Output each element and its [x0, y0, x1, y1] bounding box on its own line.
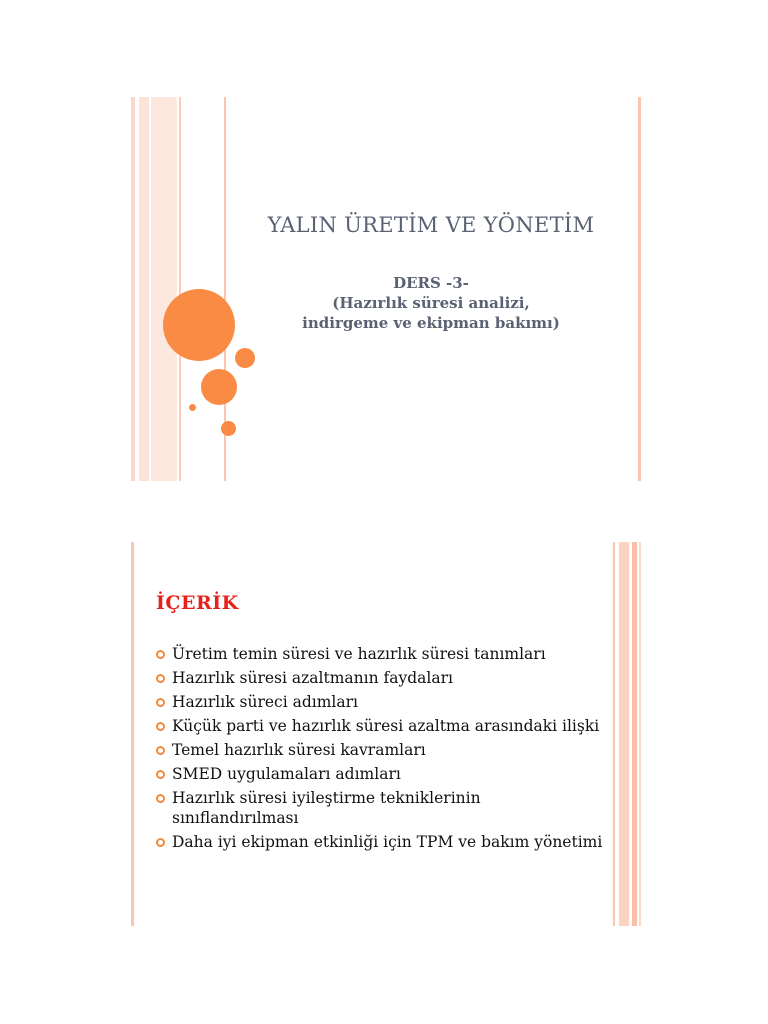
decorative-stripe [131, 97, 135, 481]
subtitle-line: DERS -3- [393, 274, 469, 292]
bullet-icon [156, 746, 165, 755]
bullet-icon [156, 838, 165, 847]
list-item: Daha iyi ekipman etkinliği için TPM ve bakım yönetimi [156, 832, 626, 852]
contents-heading: İÇERİK [156, 592, 239, 614]
list-item: Hazırlık süresi azaltmanın faydaları [156, 668, 626, 688]
decorative-stripe [639, 542, 641, 926]
decorative-circle-small [221, 421, 236, 436]
slide-title: YALIN ÜRETİM VE YÖNETİM [267, 213, 595, 237]
bullet-icon [156, 650, 165, 659]
decorative-stripe [179, 97, 181, 481]
bullet-icon [156, 722, 165, 731]
bullet-icon [156, 698, 165, 707]
list-item: Küçük parti ve hazırlık süresi azaltma arasındaki ilişki [156, 716, 626, 736]
decorative-circle-tiny [189, 404, 196, 411]
decorative-circle-small [235, 348, 255, 368]
bullet-icon [156, 770, 165, 779]
decorative-stripe [632, 542, 637, 926]
decorative-stripe [131, 542, 134, 926]
contents-list [156, 644, 626, 856]
subtitle-line: indirgeme ve ekipman bakımı) [302, 314, 560, 332]
decorative-circle-medium [201, 369, 237, 405]
title-slide [131, 97, 641, 481]
contents-slide [131, 542, 641, 926]
decorative-stripe [139, 97, 149, 481]
decorative-circle-large [163, 289, 235, 361]
list-item: Temel hazırlık süresi kavramları [156, 740, 626, 760]
list-item: Üretim temin süresi ve hazırlık süresi tanımları [156, 644, 626, 664]
subtitle-line: (Hazırlık süresi analizi, [332, 294, 530, 312]
bullet-icon [156, 674, 165, 683]
bullet-icon [156, 794, 165, 803]
list-item: Hazırlık süreci adımları [156, 692, 626, 712]
list-item: Hazırlık süresi iyileştirme tekniklerinin sınıflandırılması [156, 788, 626, 828]
list-item: SMED uygulamaları adımları [156, 764, 626, 784]
decorative-stripe [151, 97, 177, 481]
slide-subtitle [261, 273, 601, 333]
decorative-stripe [638, 97, 641, 481]
